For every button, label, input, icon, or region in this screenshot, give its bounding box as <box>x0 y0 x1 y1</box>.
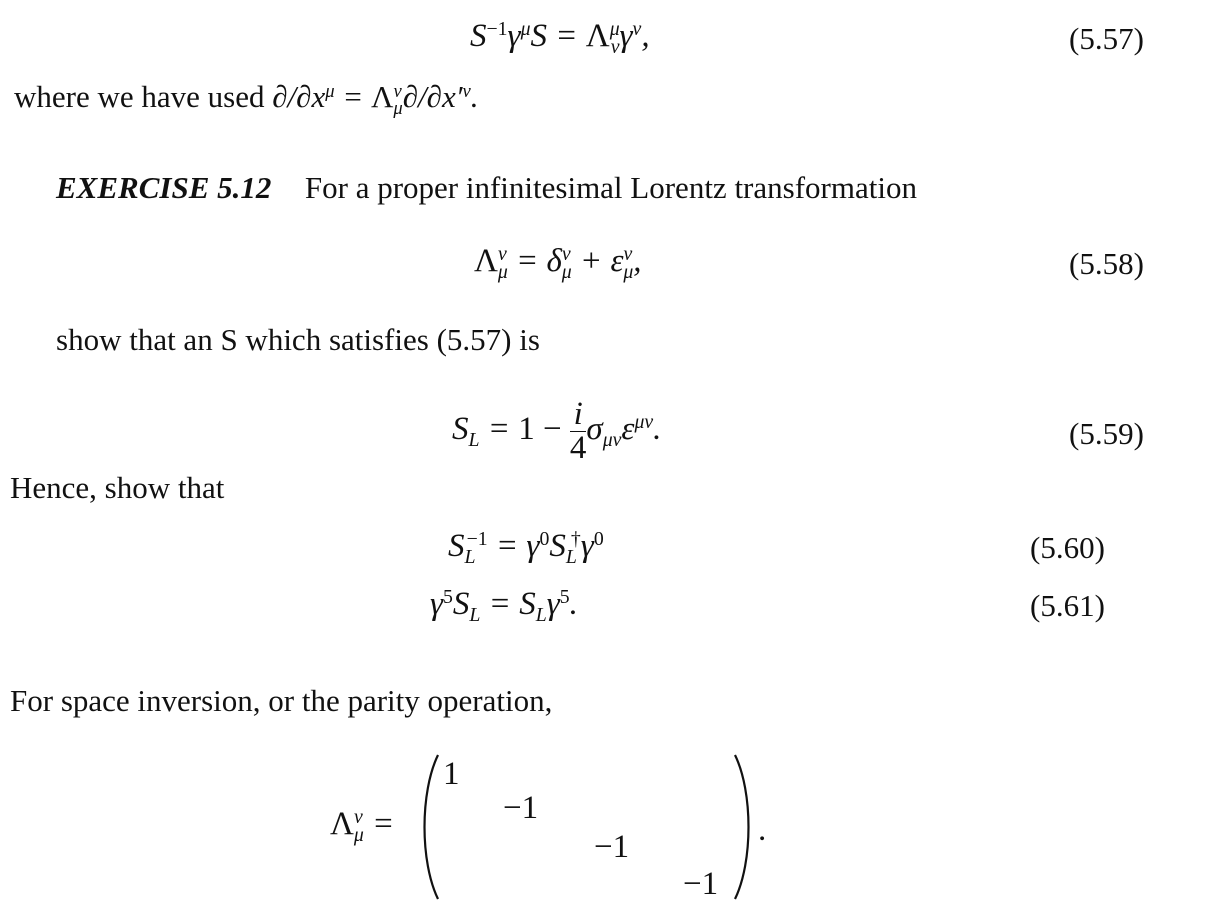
matrix-lhs: $\Lambda^\nu_\mu$ = <box>330 806 395 846</box>
equation-5-61: $\gamma^5S_L = S_L\gamma^5$. <box>430 586 578 626</box>
left-parenthesis <box>416 752 442 902</box>
fraction-i-over-4 <box>570 398 587 465</box>
exercise-text: For a proper infinitesimal Lorentz transformation <box>304 170 917 205</box>
equation-5-59: $S_L = 1$ − $\frac{i}{4}$ $\sigma_{\mu\nu}\varepsilon^{\mu\nu}$. <box>452 396 662 466</box>
matrix-period: . <box>758 812 767 848</box>
hence-line: Hence, show that <box>10 470 225 505</box>
matrix-entry-11: 1 <box>443 756 460 792</box>
equation-5-57: $S^{-1}\gamma^\mu S = \Lambda^\mu_\nu\gamma^\nu$, <box>470 18 650 58</box>
fraction-denominator: 4 <box>569 430 587 466</box>
show-line: show that an S which satisfies (5.57) is <box>56 322 540 357</box>
where-line-prefix: where we have used <box>14 79 273 114</box>
matrix-entry-44: −1 <box>683 866 719 902</box>
equation-number-5-60: (5.60) <box>1030 530 1105 565</box>
matrix-entry-22: −1 <box>503 790 539 826</box>
where-line: where we have used $\partial/\partial x^\mu = \Lambda^\nu_\mu\partial/\partial x'^\nu$. <box>14 79 479 119</box>
equation-number-5-61: (5.61) <box>1030 588 1105 623</box>
matrix-entry-33: −1 <box>594 829 630 865</box>
parity-line: For space inversion, or the parity operation, <box>10 683 553 718</box>
equation-number-5-59: (5.59) <box>1069 416 1144 451</box>
equation-number-5-57: (5.57) <box>1069 21 1144 56</box>
equation-5-58: $\Lambda^\nu_\mu = \delta^\nu_\mu + \varepsilon^\nu_\mu$, <box>474 243 642 283</box>
fraction-numerator: i <box>570 398 587 432</box>
right-parenthesis <box>731 752 757 902</box>
equation-number-5-58: (5.58) <box>1069 246 1144 281</box>
exercise-label: EXERCISE 5.12 <box>56 170 272 205</box>
exercise-line <box>56 170 917 206</box>
equation-5-60: $S_L^{-1} = \gamma^0S_L^\dagger\gamma^0$ <box>448 528 604 568</box>
